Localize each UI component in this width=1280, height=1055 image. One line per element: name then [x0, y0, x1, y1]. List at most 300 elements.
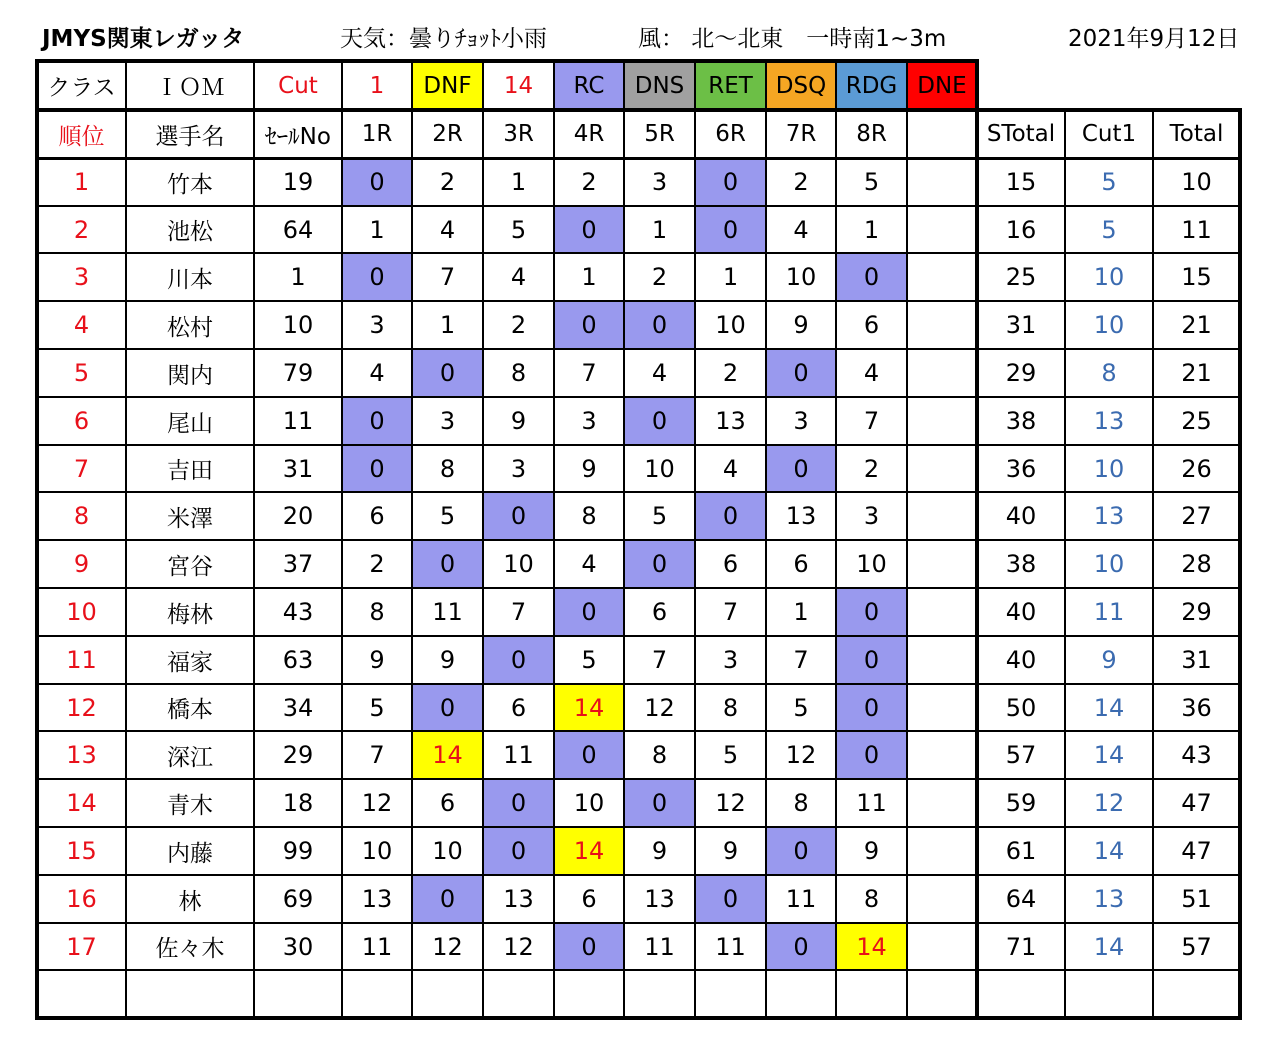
race-score: 3 [439, 407, 456, 435]
grid-line [37, 348, 1240, 350]
sailor-name: 梅林 [167, 601, 213, 628]
sail-number [254, 970, 342, 1018]
grid-line [553, 61, 555, 1018]
rank-cell [37, 970, 126, 1018]
sail-number: 63 [282, 646, 314, 674]
wind-info: 風： 北～北東 一時南1~3m [638, 26, 947, 52]
legend-label: DNE [917, 72, 967, 99]
race-score: 6 [722, 550, 739, 578]
race-score: 8 [722, 693, 739, 722]
race-score: 0 [581, 741, 597, 769]
regatta-title: JMYS関東レガッタ [42, 26, 245, 52]
sail-number: 31 [282, 454, 314, 483]
race-score: 7 [722, 598, 739, 626]
rank-cell: 13 [66, 741, 97, 769]
total-cell: 28 [1181, 550, 1212, 578]
grid-line [1152, 110, 1154, 1018]
race-score: 4 [722, 454, 739, 483]
race-score: 2 [581, 168, 597, 196]
race-score: 9 [722, 837, 739, 865]
race-score: 4 [581, 550, 597, 578]
race-score [695, 970, 766, 1018]
total-cell: 26 [1181, 454, 1212, 483]
race-score: 10 [644, 454, 675, 483]
race-score: 0 [722, 215, 739, 244]
cut1-cell: 10 [1093, 311, 1125, 339]
sail-number: 18 [282, 789, 314, 817]
race-score: 0 [722, 502, 739, 530]
grid-line [623, 61, 625, 1018]
column-header: 2R [432, 121, 463, 147]
race-score: 0 [863, 741, 880, 769]
race-score: 0 [651, 311, 668, 339]
rank-cell: 3 [73, 263, 90, 291]
race-score: 0 [581, 932, 597, 961]
rank-cell: 15 [66, 837, 97, 865]
rank-cell: 12 [66, 693, 97, 722]
rank-cell: 14 [66, 789, 97, 817]
race-score: 4 [793, 215, 809, 244]
grid-line [482, 61, 484, 1018]
race-score: 8 [581, 502, 597, 530]
grid-line [37, 730, 1240, 732]
race-score: 10 [573, 789, 605, 817]
race-score: 0 [439, 885, 456, 913]
race-score: 1 [510, 168, 527, 196]
stotal-cell: 15 [1005, 168, 1037, 196]
grid-line [37, 157, 1240, 160]
total-cell: 21 [1181, 359, 1212, 387]
sail-number: 19 [282, 168, 314, 196]
race-score: 2 [439, 168, 456, 196]
race-score: 10 [361, 837, 393, 865]
race-score: 5 [439, 502, 456, 530]
race-score: 7 [863, 407, 880, 435]
stotal-cell: 40 [1005, 502, 1037, 530]
sail-number: 64 [282, 215, 314, 244]
sail-number: 11 [282, 407, 314, 435]
race-score: 4 [863, 359, 880, 387]
race-score: 4 [510, 263, 527, 291]
race-score: 0 [863, 646, 880, 674]
column-header: 8R [856, 121, 887, 147]
grid-line [253, 61, 255, 1018]
race-score: 12 [503, 932, 534, 961]
race-score [624, 970, 695, 1018]
class-value: ＩＯＭ [155, 75, 225, 101]
race-score: 14 [573, 837, 605, 865]
race-score: 2 [510, 311, 527, 339]
class-label: クラス [47, 75, 116, 101]
race-score: 3 [510, 454, 527, 483]
race-score: 5 [793, 693, 809, 722]
race-score: 11 [503, 741, 534, 769]
total-cell: 27 [1181, 502, 1212, 530]
race-score: 3 [722, 646, 739, 674]
grid-line [37, 396, 1240, 398]
grid-line [37, 922, 1240, 924]
race-score: 13 [785, 502, 817, 530]
event-date: 2021年9月12日 [1068, 26, 1240, 52]
sailor-name: 池松 [167, 219, 213, 245]
grid-line [37, 683, 1240, 685]
cut1-cell: 9 [1101, 646, 1117, 674]
stotal-cell: 38 [1005, 550, 1037, 578]
race-score: 13 [361, 885, 393, 913]
stotal-cell: 40 [1005, 598, 1037, 626]
race-score: 0 [510, 837, 527, 865]
sailor-name: 宮谷 [167, 553, 213, 580]
total-cell: 57 [1181, 932, 1212, 961]
cut1-cell: 13 [1093, 502, 1125, 530]
race-score: 6 [793, 550, 809, 578]
race-score: 13 [644, 885, 675, 913]
race-score: 8 [369, 598, 385, 626]
race-score: 12 [361, 789, 393, 817]
grid-line [694, 61, 696, 1018]
race-score: 8 [439, 454, 456, 483]
sailor-name: 橋本 [167, 697, 213, 723]
column-header: 7R [785, 121, 817, 147]
column-header: 6R [715, 121, 746, 147]
race-score: 1 [722, 263, 739, 291]
sail-number: 1 [290, 263, 306, 291]
race-score: 0 [581, 311, 597, 339]
race-score: 9 [863, 837, 880, 865]
stotal-cell: 38 [1005, 407, 1037, 435]
sailor-name: 尾山 [167, 410, 213, 437]
race-score: 11 [715, 932, 746, 961]
cut1-cell: 5 [1101, 168, 1117, 196]
total-cell: 43 [1181, 741, 1212, 769]
legend-label: DSQ [775, 72, 827, 99]
rank-cell: 4 [73, 311, 90, 339]
cut1-cell: 10 [1093, 454, 1125, 483]
grid-line [37, 491, 1240, 493]
sail-number: 79 [282, 359, 314, 387]
race-score: 0 [651, 550, 668, 578]
sailor-name: 関内 [167, 362, 213, 389]
race-score: 10 [856, 550, 887, 578]
race-score: 8 [510, 359, 527, 387]
race-score: 7 [651, 646, 668, 674]
column-header: 4R [573, 121, 605, 147]
race-score: 7 [581, 359, 597, 387]
race-score: 5 [651, 502, 668, 530]
grid-line [35, 59, 979, 63]
grid-line [341, 61, 343, 1018]
race-score: 11 [785, 885, 817, 913]
race-score: 0 [793, 454, 809, 483]
column-header: 5R [644, 121, 675, 147]
sail-number: 34 [282, 693, 314, 722]
race-score: 9 [651, 837, 668, 865]
race-score: 2 [863, 454, 880, 483]
race-score: 8 [793, 789, 809, 817]
rank-cell: 5 [73, 359, 90, 387]
sail-number: 30 [282, 932, 314, 961]
total-cell: 29 [1181, 598, 1212, 626]
stotal-cell [977, 970, 1065, 1018]
sail-number: 69 [282, 885, 314, 913]
total-cell: 21 [1181, 311, 1212, 339]
race-score: 4 [651, 359, 668, 387]
stotal-cell: 40 [1005, 646, 1037, 674]
race-score: 1 [581, 263, 597, 291]
race-score: 0 [369, 168, 385, 196]
race-score: 0 [793, 359, 809, 387]
total-cell: 11 [1181, 215, 1212, 244]
stotal-cell: 59 [1005, 789, 1037, 817]
rank-cell: 11 [66, 646, 97, 674]
rank-cell: 6 [73, 407, 90, 435]
grid-line [37, 587, 1240, 589]
column-header: ｾｰﾙNo [265, 123, 331, 150]
race-score: 6 [369, 502, 385, 530]
total-cell: 25 [1181, 407, 1212, 435]
column-header: STotal [986, 121, 1056, 147]
grid-line [125, 61, 127, 1018]
rank-cell: 1 [73, 168, 90, 196]
race-score: 0 [369, 263, 385, 291]
race-score: 9 [439, 646, 456, 674]
race-score: 2 [722, 359, 739, 387]
cut1-cell: 14 [1093, 932, 1125, 961]
total-cell: 10 [1181, 168, 1212, 196]
race-score: 0 [510, 646, 527, 674]
race-score: 9 [581, 454, 597, 483]
sailor-name: 青木 [167, 792, 213, 819]
sailor-name: 林 [178, 888, 202, 915]
cut1-cell: 14 [1093, 741, 1125, 769]
stotal-cell: 36 [1005, 454, 1037, 483]
race-score: 6 [439, 789, 456, 817]
cut1-cell: 11 [1093, 598, 1125, 626]
race-score: 9 [510, 407, 527, 435]
race-score: 0 [651, 407, 668, 435]
total-cell: 51 [1181, 885, 1212, 913]
stotal-cell: 16 [1005, 215, 1037, 244]
grid-line [37, 635, 1240, 637]
race-score: 0 [581, 598, 597, 626]
race-score: 7 [793, 646, 809, 674]
grid-line [975, 61, 979, 1018]
race-score: 4 [439, 215, 456, 244]
cut1-cell: 5 [1101, 215, 1117, 244]
sailor-name: 深江 [167, 744, 213, 771]
grid-line [35, 1016, 1242, 1020]
race-score: 9 [793, 311, 809, 339]
legend-label: DNS [634, 72, 685, 99]
grid-line [37, 252, 1240, 254]
race-score: 12 [785, 741, 817, 769]
race-score: 6 [863, 311, 880, 339]
legend-label: RDG [845, 72, 898, 99]
race-score: 7 [510, 598, 527, 626]
race-score: 1 [651, 215, 668, 244]
race-score: 0 [863, 693, 880, 722]
cut1-cell: 14 [1093, 693, 1125, 722]
grid-line [37, 300, 1240, 302]
legend-label: RET [708, 72, 753, 99]
sail-number: 10 [282, 311, 314, 339]
cut1-cell: 12 [1093, 789, 1125, 817]
cut1-cell [1065, 970, 1153, 1018]
race-score: 7 [369, 741, 385, 769]
race-score: 13 [715, 407, 746, 435]
sail-number: 37 [282, 550, 314, 578]
race-score: 3 [863, 502, 880, 530]
stotal-cell: 61 [1005, 837, 1037, 865]
rank-cell: 16 [66, 885, 97, 913]
sailor-name [126, 970, 254, 1018]
race-score: 13 [503, 885, 534, 913]
cut1-cell: 14 [1093, 837, 1125, 865]
sailor-name: 川本 [167, 266, 213, 293]
race-score: 12 [715, 789, 746, 817]
weather-info: 天気：曇りﾁｮｯﾄ小雨 [340, 26, 547, 52]
race-score: 3 [369, 311, 385, 339]
race-score: 0 [863, 598, 880, 626]
total-cell: 36 [1181, 693, 1212, 722]
grid-line [37, 778, 1240, 780]
race-score: 14 [573, 693, 605, 722]
race-score: 12 [432, 932, 463, 961]
race-score: 9 [369, 646, 385, 674]
grid-line [37, 826, 1240, 828]
column-header: 順位 [58, 123, 105, 150]
cut1-cell: 13 [1093, 407, 1125, 435]
race-score: 0 [863, 263, 880, 291]
column-header: Cut1 [1081, 121, 1137, 147]
sailor-name: 内藤 [167, 840, 213, 867]
race-score: 2 [793, 168, 809, 196]
race-score: 12 [644, 693, 675, 722]
race-score [342, 970, 412, 1018]
column-header: 1R [361, 121, 393, 147]
race-score: 0 [722, 885, 739, 913]
grid-line [1238, 110, 1242, 1018]
rank-cell: 17 [66, 932, 97, 961]
race-score: 3 [651, 168, 668, 196]
race-score: 14 [856, 932, 887, 961]
total-cell [1153, 970, 1240, 1018]
total-cell: 47 [1181, 837, 1212, 865]
column-header: 3R [503, 121, 534, 147]
column-header [907, 110, 977, 158]
grid-line [35, 61, 39, 1018]
race-score: 5 [369, 693, 385, 722]
sailor-name: 松村 [167, 314, 213, 341]
rank-cell: 2 [73, 215, 90, 244]
race-score: 0 [793, 837, 809, 865]
race-score: 8 [863, 885, 880, 913]
stotal-cell: 29 [1005, 359, 1037, 387]
race-score: 1 [439, 311, 456, 339]
stotal-cell: 50 [1005, 693, 1037, 722]
grid-line [37, 205, 1240, 207]
grid-line [37, 969, 1240, 971]
sailor-name: 吉田 [167, 458, 213, 484]
race-score: 11 [644, 932, 675, 961]
grid-line [835, 61, 837, 1018]
race-score: 10 [715, 311, 746, 339]
cut1-cell: 8 [1101, 359, 1117, 387]
sail-number: 29 [282, 741, 314, 769]
column-header: Total [1169, 121, 1224, 147]
race-score: 6 [581, 885, 597, 913]
grid-line [765, 61, 767, 1018]
race-score: 0 [439, 359, 456, 387]
grid-line [906, 61, 908, 1018]
column-header: 選手名 [155, 123, 225, 150]
race-score [766, 970, 836, 1018]
race-score: 6 [651, 598, 668, 626]
total-cell: 15 [1181, 263, 1212, 291]
total-cell: 31 [1181, 646, 1212, 674]
race-score: 5 [510, 215, 527, 244]
legend-label: Cut [278, 72, 318, 99]
race-score: 1 [369, 215, 385, 244]
race-score: 11 [856, 789, 887, 817]
race-score: 0 [581, 215, 597, 244]
race-score: 5 [863, 168, 880, 196]
race-score: 0 [722, 168, 739, 196]
race-score: 5 [581, 646, 597, 674]
total-cell: 47 [1181, 789, 1212, 817]
race-score: 0 [439, 693, 456, 722]
race-score: 0 [369, 454, 385, 483]
race-score [836, 970, 907, 1018]
race-score [554, 970, 624, 1018]
race-score: 0 [369, 407, 385, 435]
race-score: 14 [432, 741, 463, 769]
stotal-cell: 57 [1005, 741, 1037, 769]
grid-line [411, 61, 413, 1018]
race-score: 2 [651, 263, 668, 291]
cut1-cell: 10 [1093, 263, 1125, 291]
race-score: 10 [503, 550, 534, 578]
race-score: 0 [510, 502, 527, 530]
race-score: 1 [863, 215, 880, 244]
rank-cell: 9 [73, 550, 90, 578]
cut1-cell: 13 [1093, 885, 1125, 913]
race-score: 10 [432, 837, 463, 865]
race-score [483, 970, 554, 1018]
sail-number: 99 [282, 837, 314, 865]
sail-number: 43 [282, 598, 314, 626]
legend-label: DNF [423, 72, 472, 99]
race-score: 0 [651, 789, 668, 817]
grid-line [1064, 110, 1066, 1018]
sailor-name: 福家 [167, 649, 213, 676]
race-score: 11 [432, 598, 463, 626]
stotal-cell: 31 [1005, 311, 1037, 339]
stotal-cell: 64 [1005, 885, 1037, 913]
sailor-name: 竹本 [167, 171, 213, 198]
grid-line [37, 539, 1240, 541]
race-score: 7 [439, 263, 456, 291]
race-score: 0 [793, 932, 809, 961]
grid-line [37, 444, 1240, 446]
grid-line [35, 108, 1242, 112]
stotal-cell: 25 [1005, 263, 1037, 291]
sailor-name: 佐々木 [155, 936, 225, 962]
race-score: 8 [651, 741, 668, 769]
race-score: 10 [785, 263, 817, 291]
race-score: 11 [361, 932, 393, 961]
rank-cell: 8 [73, 502, 90, 530]
